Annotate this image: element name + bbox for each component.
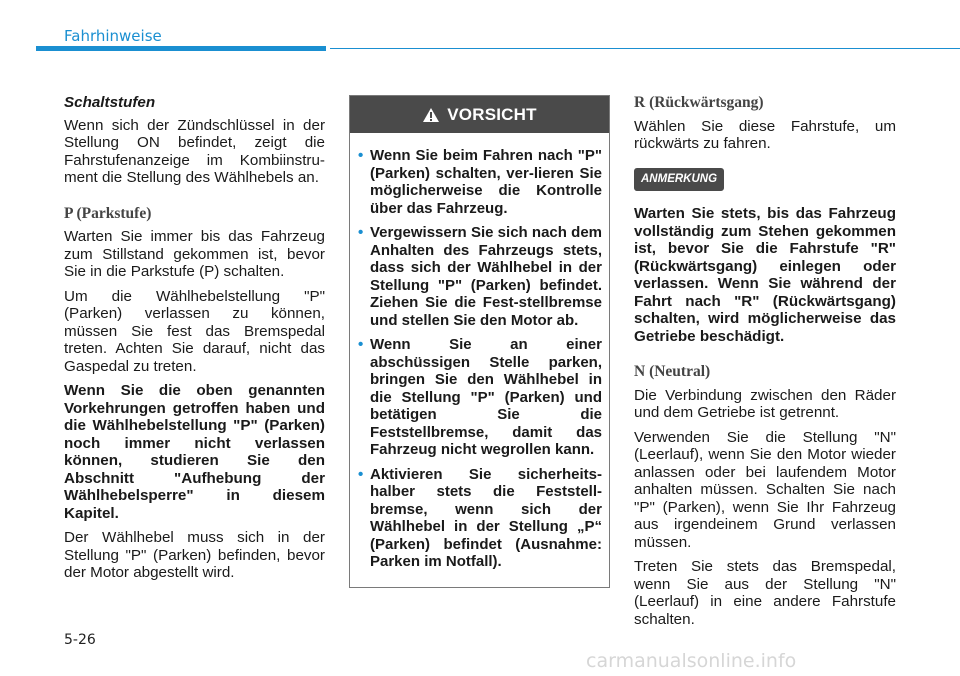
caution-box	[349, 95, 610, 588]
header-rule-thick	[36, 46, 326, 51]
note-paragraph: Warten Sie stets, bis das Fahrzeug vollständig zum Stehen gekommen ist, bevor Sie die Fahrstufe "R" (Rückwärtsgang) einlegen oder verlassen. Wenn Sie während der Fahrt nach "R" (Rückwärtsgang) schalten, wird möglicherweise das Getriebe beschädigt.	[634, 205, 896, 345]
neutral-paragraph-3: Treten Sie stets das Bremspedal, wenn Sie aus der Stellung "N" (Leerlauf) in eine andere Fahrstufe schalten.	[634, 558, 896, 628]
park-heading: P (Parkstufe)	[64, 204, 152, 222]
caution-item	[358, 224, 602, 329]
park-paragraph-3: Der Wählhebel muss sich in der Stellung "P" (Parken) befinden, bevor der Motor abgestellt wird.	[64, 529, 325, 581]
header-rule-thin	[330, 48, 960, 49]
park-paragraph-2: Um die Wählhebelstellung "P" (Parken) verlassen zu können, müssen Sie fest das Bremspedal treten. Achten Sie darauf, nicht das Gaspedal zu treten.	[64, 287, 325, 375]
reverse-paragraph: Wählen Sie diese Fahrstufe, um rückwärts zu fahren.	[634, 117, 896, 152]
watermark: carmanualsonline.info	[586, 650, 797, 672]
bullet-dot-icon: •	[358, 336, 364, 353]
left-column	[64, 94, 325, 589]
bullet-dot-icon: •	[358, 224, 364, 241]
neutral-heading: N (Neutral)	[634, 363, 711, 380]
warning-triangle-icon	[422, 107, 440, 123]
neutral-paragraph-1: Die Verbindung zwischen den Räder und dem Getriebe ist getrennt.	[634, 386, 896, 421]
caution-item-text: Wenn Sie beim Fahren nach "P" (Parken) schalten, ver-lieren Sie möglicherweise die Kontrolle über das Fahrzeug.	[370, 147, 602, 217]
caution-item	[358, 336, 602, 459]
intro-paragraph: Wenn sich der Zündschlüssel in der Stellung ON befindet, zeigt die Fahrstufenanzeige im Kombiinstru-ment die Stellung des Wählhebels an.	[64, 116, 325, 186]
right-column	[634, 94, 896, 635]
bullet-dot-icon: •	[358, 465, 364, 483]
caution-header	[350, 96, 609, 133]
neutral-paragraph-2: Verwenden Sie die Stellung "N" (Leerlauf), wenn Sie den Motor wieder anlassen oder bei laufendem Motor anhalten müssen. Schalten Sie nach "P" (Parken), wenn Sie Ihr Fahrzeug aus irgendeinem Grund verlassen müssen.	[634, 428, 896, 551]
section-title: Fahrhinweise	[64, 27, 162, 45]
shift-positions-heading: Schaltstufen	[64, 94, 156, 111]
caution-item-text: Vergewissern Sie sich nach dem Anhalten des Fahrzeugs stets, dass sich der Wählhebel in der Stellung "P" (Parken) befindet. Ziehen Sie die Fest-stellbremse und stellen Sie den Motor ab.	[370, 224, 602, 329]
caution-list	[350, 133, 609, 571]
park-paragraph-1: Warten Sie immer bis das Fahrzeug zum Stillstand gekommen ist, bevor Sie in die Parkstufe (P) schalten.	[64, 228, 325, 280]
bullet-dot-icon: •	[358, 147, 364, 164]
page-number: 5-26	[64, 632, 96, 648]
caution-item-text: Wenn Sie an einer abschüssigen Stelle parken, bringen Sie den Wählhebel in die Stellung "P" (Parken) und betätigen Sie die Feststellbremse, damit das Fahrzeug nicht wegrollen kann.	[370, 336, 602, 458]
caution-item	[358, 465, 602, 571]
reverse-heading: R (Rückwärtsgang)	[634, 94, 764, 111]
caution-item	[358, 147, 602, 217]
note-badge: ANMERKUNG	[634, 168, 724, 192]
caution-item-text: Aktivieren Sie sicherheits-halber stets die Feststell-bremse, wenn sich der Wählhebel in der Stellung „P“ (Parken) befindet (Ausnahme: Parken im Notfall).	[370, 465, 602, 570]
park-paragraph-bold: Wenn Sie die oben genannten Vorkehrungen getroffen haben und die Wählhebelstellung "P" (Parken) noch immer nicht verlassen können, studieren Sie den Abschnitt "Aufhebung der Wählhebelsperre" in diesem Kapitel.	[64, 382, 325, 522]
caution-title: VORSICHT	[447, 104, 537, 124]
